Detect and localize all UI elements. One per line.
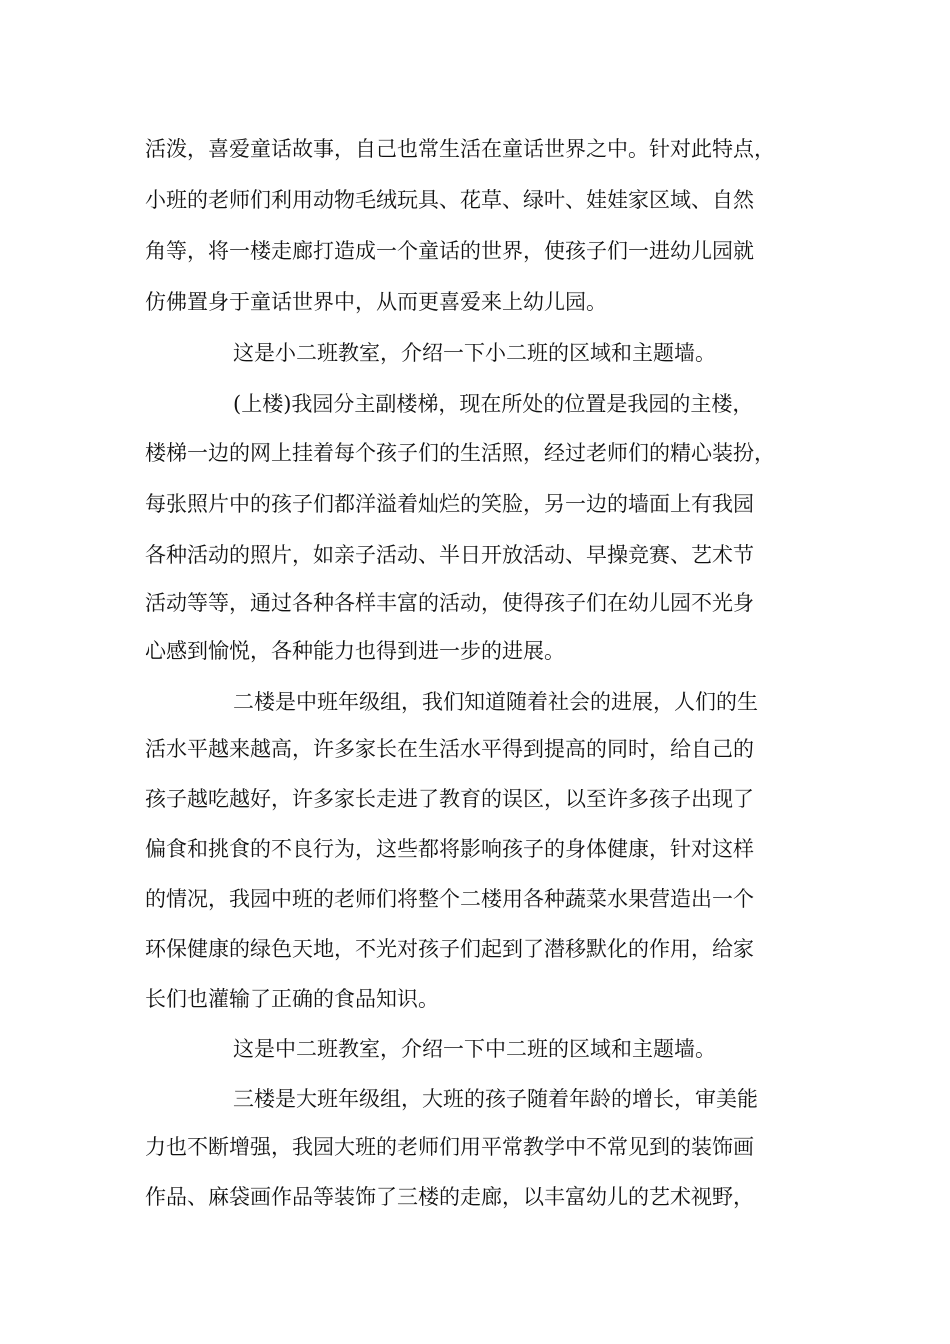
text-line: 角等，将一楼走廊打造成一个童话的世界，使孩子们一进幼儿园就 [145, 239, 754, 263]
text-line: 活动等等，通过各种各样丰富的活动，使得孩子们在幼儿园不光身 [145, 591, 754, 615]
text-line: 这是中二班教室，介绍一下中二班的区域和主题墙。 [233, 1037, 716, 1061]
text-line: 孩子越吃越好，许多家长走进了教育的误区，以至许多孩子出现了 [145, 787, 754, 811]
text-line: (上楼)我园分主副楼梯，现在所处的位置是我园的主楼， [233, 392, 754, 416]
text-line: 力也不断增强，我园大班的老师们用平常教学中不常见到的装饰画 [145, 1135, 754, 1159]
text-line: 偏食和挑食的不良行为，这些都将影响孩子的身体健康，针对这样 [145, 837, 754, 861]
text-line: 楼梯一边的网上挂着每个孩子们的生活照，经过老师们的精心装扮， [145, 441, 775, 465]
text-line: 这是小二班教室，介绍一下小二班的区域和主题墙。 [233, 341, 716, 365]
text-line: 活水平越来越高，许多家长在生活水平得到提高的同时，给自己的 [145, 737, 754, 761]
text-line: 各种活动的照片，如亲子活动、半日开放活动、早操竞赛、艺术节 [145, 543, 754, 567]
text-line: 心感到愉悦，各种能力也得到进一步的进展。 [145, 639, 565, 663]
text-line: 的情况，我园中班的老师们将整个二楼用各种蔬菜水果营造出一个 [145, 887, 754, 911]
text-line: 三楼是大班年级组，大班的孩子随着年龄的增长，审美能 [233, 1087, 758, 1111]
text-line: 每张照片中的孩子们都洋溢着灿烂的笑脸，另一边的墙面上有我园 [145, 492, 754, 516]
text-line: 长们也灌输了正确的食品知识。 [145, 987, 439, 1011]
text-line: 环保健康的绿色天地，不光对孩子们起到了潜移默化的作用，给家 [145, 937, 754, 961]
text-line: 活泼，喜爱童话故事，自己也常生活在童话世界之中。针对此特点， [145, 137, 775, 161]
text-line: 仿佛置身于童话世界中，从而更喜爱来上幼儿园。 [145, 290, 607, 314]
text-line: 小班的老师们利用动物毛绒玩具、花草、绿叶、娃娃家区域、自然 [145, 188, 754, 212]
text-line: 作品、麻袋画作品等装饰了三楼的走廊，以丰富幼儿的艺术视野， [145, 1185, 754, 1209]
text-line: 二楼是中班年级组，我们知道随着社会的进展，人们的生 [233, 690, 758, 714]
